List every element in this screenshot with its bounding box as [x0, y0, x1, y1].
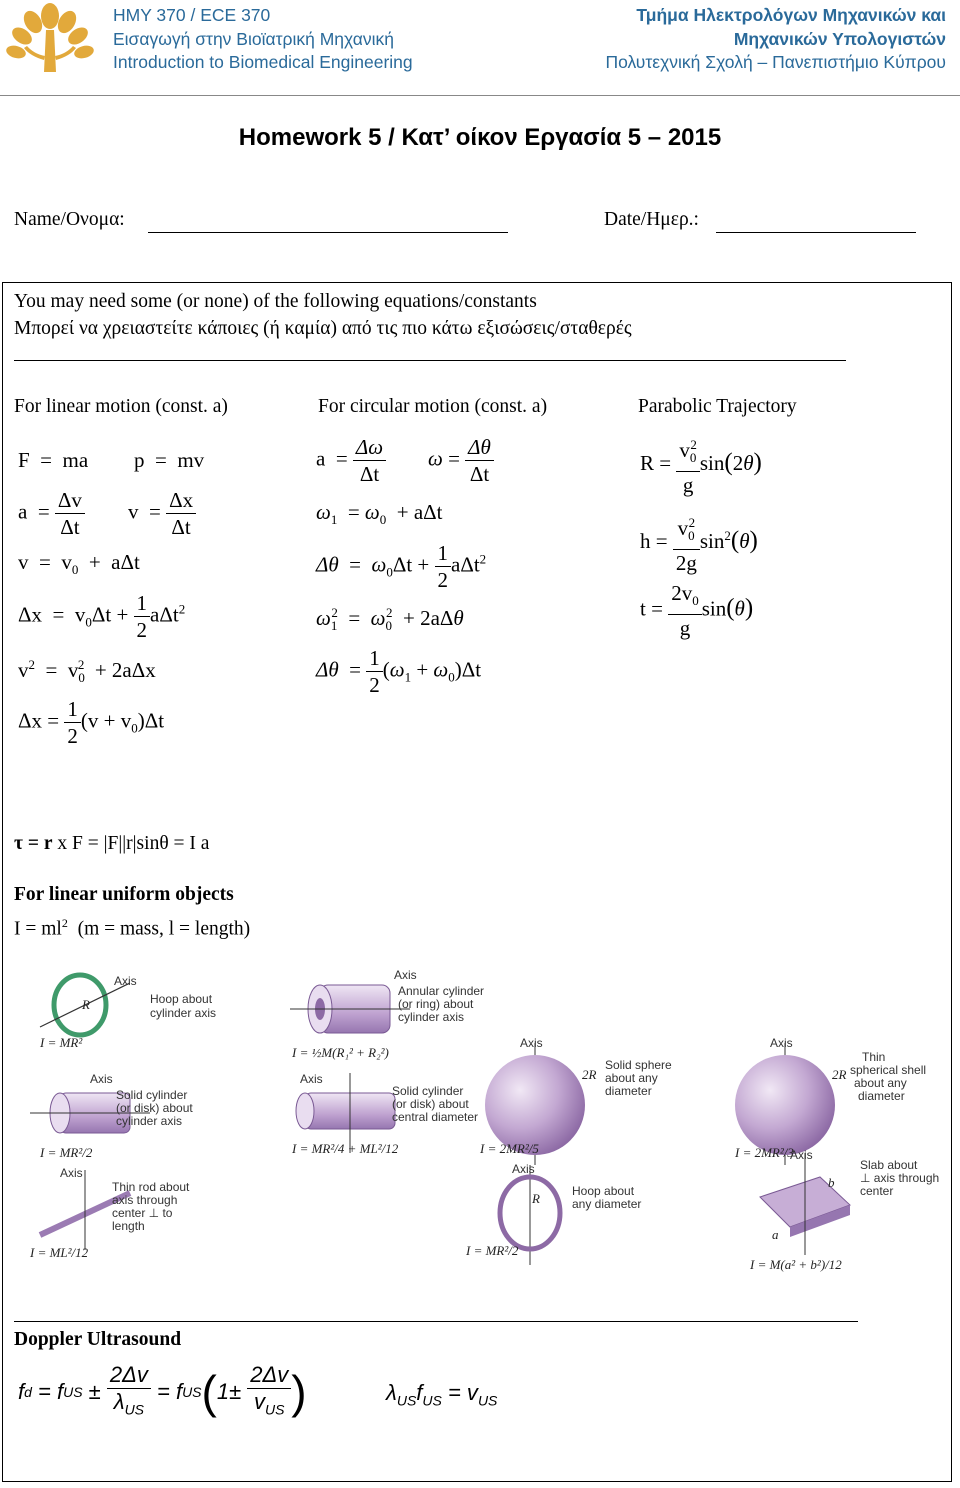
svg-text:Annular cylinder(or ring) abou: Annular cylinder (or ring) about cylinder axis [398, 984, 485, 1024]
name-field[interactable] [148, 232, 508, 233]
svg-text:I = MR²/4 + ML²/12: I = MR²/4 + ML²/12 [292, 1141, 399, 1156]
svg-text:Axis: Axis [60, 1166, 83, 1180]
eq-dx-avg: Δx = $\frac{1}{2}$ $(v + v_0)\Delta t$ [18, 697, 165, 748]
department-line-1: Τμήμα Ηλεκτρολόγων Μηχανικών και [636, 5, 946, 25]
svg-text:2R: 2R [832, 1067, 847, 1082]
thin-shell-figure [734, 1036, 926, 1165]
department-line-2: Μηχανικών Υπολογιστών [733, 29, 946, 49]
parabolic-heading: Parabolic Trajectory [638, 396, 797, 417]
intro-english: You may need some (or none) of the following equations/constants [14, 291, 537, 312]
eq-acceleration: a = $\frac{\Delta v}{\Delta t}$ [18, 487, 85, 540]
course-title-greek: Εισαγωγή στην Βιοϊατρική Μηχανική [113, 29, 394, 49]
solid-cylinder-diameter-figure [291, 1072, 478, 1156]
svg-text:Axis: Axis [512, 1162, 535, 1176]
eq-dtheta-avg: Δθ = $\frac{1}{2}$ $(\omega_1 + \omega_0)\Delta t$ [316, 646, 482, 697]
svg-text:Slab about⊥ axis throughcenter: Slab about ⊥ axis through center [860, 1158, 940, 1198]
eq-angular-accel: a = $\frac{\Delta\omega}{\Delta t}$ [316, 434, 386, 487]
svg-text:Solid cylinder(or disk) aboutc: Solid cylinder (or disk) about central diameter [392, 1084, 479, 1124]
linear-heading: For linear motion (const. a) [14, 396, 228, 417]
eq-v-squared: $v^2 = v_0^2 + 2a\Delta x$ [18, 657, 156, 686]
eq-v-at: $v = v_0 + a\Delta t$ [18, 550, 140, 578]
svg-text:I = 2MR²/5: I = 2MR²/5 [480, 1141, 539, 1156]
intro-divider [14, 360, 846, 361]
eq-newton: F = ma [18, 448, 89, 472]
svg-text:Axis: Axis [90, 1072, 113, 1086]
hoop-cylinder-axis-figure [39, 974, 216, 1050]
date-label: Date/Ημερ.: [604, 209, 699, 230]
thin-rod-figure [29, 1166, 190, 1260]
eq-omega1: $\omega_1 = \omega_0 + a\Delta t$ [316, 500, 443, 528]
svg-text:Axis: Axis [394, 968, 417, 982]
axis-label: Axis [114, 974, 137, 988]
slab-figure [749, 1148, 939, 1272]
course-code: HMY 370 / ECE 370 [113, 5, 271, 25]
svg-text:I = ML²/12: I = ML²/12 [30, 1245, 89, 1260]
intro-greek: Μπορεί να χρειαστείτε κάποιες (ή καμία) από τις πιο κάτω εξισώσεις/σταθερές [14, 318, 632, 339]
eq-flight-time: t = $\frac{2v_0}{g}$ sin(θ) [640, 581, 754, 641]
svg-text:Solid sphereabout anydiameter: Solid sphere about any diameter [605, 1058, 672, 1098]
svg-text:Axis: Axis [300, 1072, 323, 1086]
svg-text:Hoop aboutany diameter: Hoop about any diameter [572, 1184, 642, 1211]
course-title-english: Introduction to Biomedical Engineering [113, 52, 413, 72]
svg-text:I = ½M(R₁² + R₂²): I = ½M(R₁² + R₂²) [292, 1045, 389, 1060]
circular-heading: For circular motion (const. a) [318, 396, 548, 417]
torque-equation: τ = r x F = |F||r|sinθ = I a [14, 833, 210, 854]
svg-text:a: a [772, 1227, 779, 1242]
svg-text:I = MR²/2: I = MR²/2 [466, 1243, 519, 1258]
department-line-3: Πολυτεχνική Σχολή – Πανεπιστήμιο Κύπρου [605, 52, 946, 72]
eq-wave-speed: $\lambda_{US}f_{US} = v_{US}$ [386, 1380, 498, 1409]
svg-text:R: R [82, 997, 90, 1012]
eq-doppler-shift: f d = f US ± $\frac{2\Delta v}{\lambda_{US}}$ = f US ( 1± $\frac{2\Delta v}{v_{US}}$ ) [18, 1362, 307, 1419]
doppler-heading: Doppler Ultrasound [14, 1329, 182, 1350]
svg-text:I = 2MR²/3: I = 2MR²/3 [735, 1145, 794, 1160]
eq-range: R = $\frac{v_0^2}{g}$ sin(2θ) [640, 432, 762, 498]
hoop-axis-caption: Hoop about cylinder axis [150, 992, 217, 1020]
eq-dx-at: $\Delta x = v_0\Delta t$ + $\frac{1}{2}$ aΔt$^2$ [18, 591, 186, 642]
uniform-objects-formula: $I = ml^2$ (m = mass, l = length) [14, 916, 251, 940]
hoop-diameter-figure [465, 1162, 641, 1265]
name-label: Name/Ονομα: [14, 209, 125, 230]
annular-cylinder-figure [290, 968, 484, 1060]
uniform-objects-heading: For linear uniform objects [14, 884, 234, 905]
eq-momentum: p = mv [134, 448, 205, 472]
svg-text:Axis: Axis [770, 1036, 793, 1050]
page-title: Homework 5 / Κατ’ οίκον Εργασία 5 – 2015 [238, 124, 722, 151]
eq-dtheta-at: $\Delta\theta = \omega_0\Delta t$ + $\frac{1}{2}$ aΔt$^2$ [316, 541, 487, 592]
eq-omega-squared: $\omega_1^2 = \omega_0^2 + 2a\Delta\theta$ [316, 605, 464, 634]
eq-height: h = $\frac{v_0^2}{2g}$ $\sin^2(\theta)$ [640, 510, 758, 576]
moment-of-inertia-figures [20, 965, 940, 1285]
date-field[interactable] [716, 232, 916, 233]
svg-text:2R: 2R [582, 1067, 597, 1082]
svg-text:I = MR²/2: I = MR²/2 [40, 1145, 93, 1160]
eq-velocity: v = $\frac{\Delta x}{\Delta t}$ [128, 487, 196, 540]
svg-text:I = M(a² + b²)/12: I = M(a² + b²)/12 [750, 1257, 842, 1272]
header-divider [0, 95, 960, 96]
svg-text:Thin rod aboutaxis throughcent: Thin rod about axis through center ⊥ to length [112, 1180, 190, 1233]
solid-sphere-figure [479, 1036, 672, 1165]
eq-angular-vel: ω = $\frac{\Delta\theta}{\Delta t}$ [428, 434, 494, 487]
svg-text:b: b [828, 1175, 835, 1190]
svg-text:Axis: Axis [520, 1036, 543, 1050]
doppler-divider [14, 1321, 858, 1322]
svg-text:R: R [532, 1191, 540, 1206]
svg-text:I = MR²: I = MR² [40, 1035, 83, 1050]
svg-text:Thinspherical shellabout anydi: Thin spherical shell about any diameter [850, 1050, 927, 1103]
university-tree-logo [0, 0, 108, 80]
svg-text:Solid cylinder(or disk) aboutc: Solid cylinder (or disk) about cylinder axis [116, 1088, 193, 1128]
svg-text:Axis: Axis [790, 1148, 813, 1162]
solid-cylinder-axis-figure [30, 1072, 193, 1160]
